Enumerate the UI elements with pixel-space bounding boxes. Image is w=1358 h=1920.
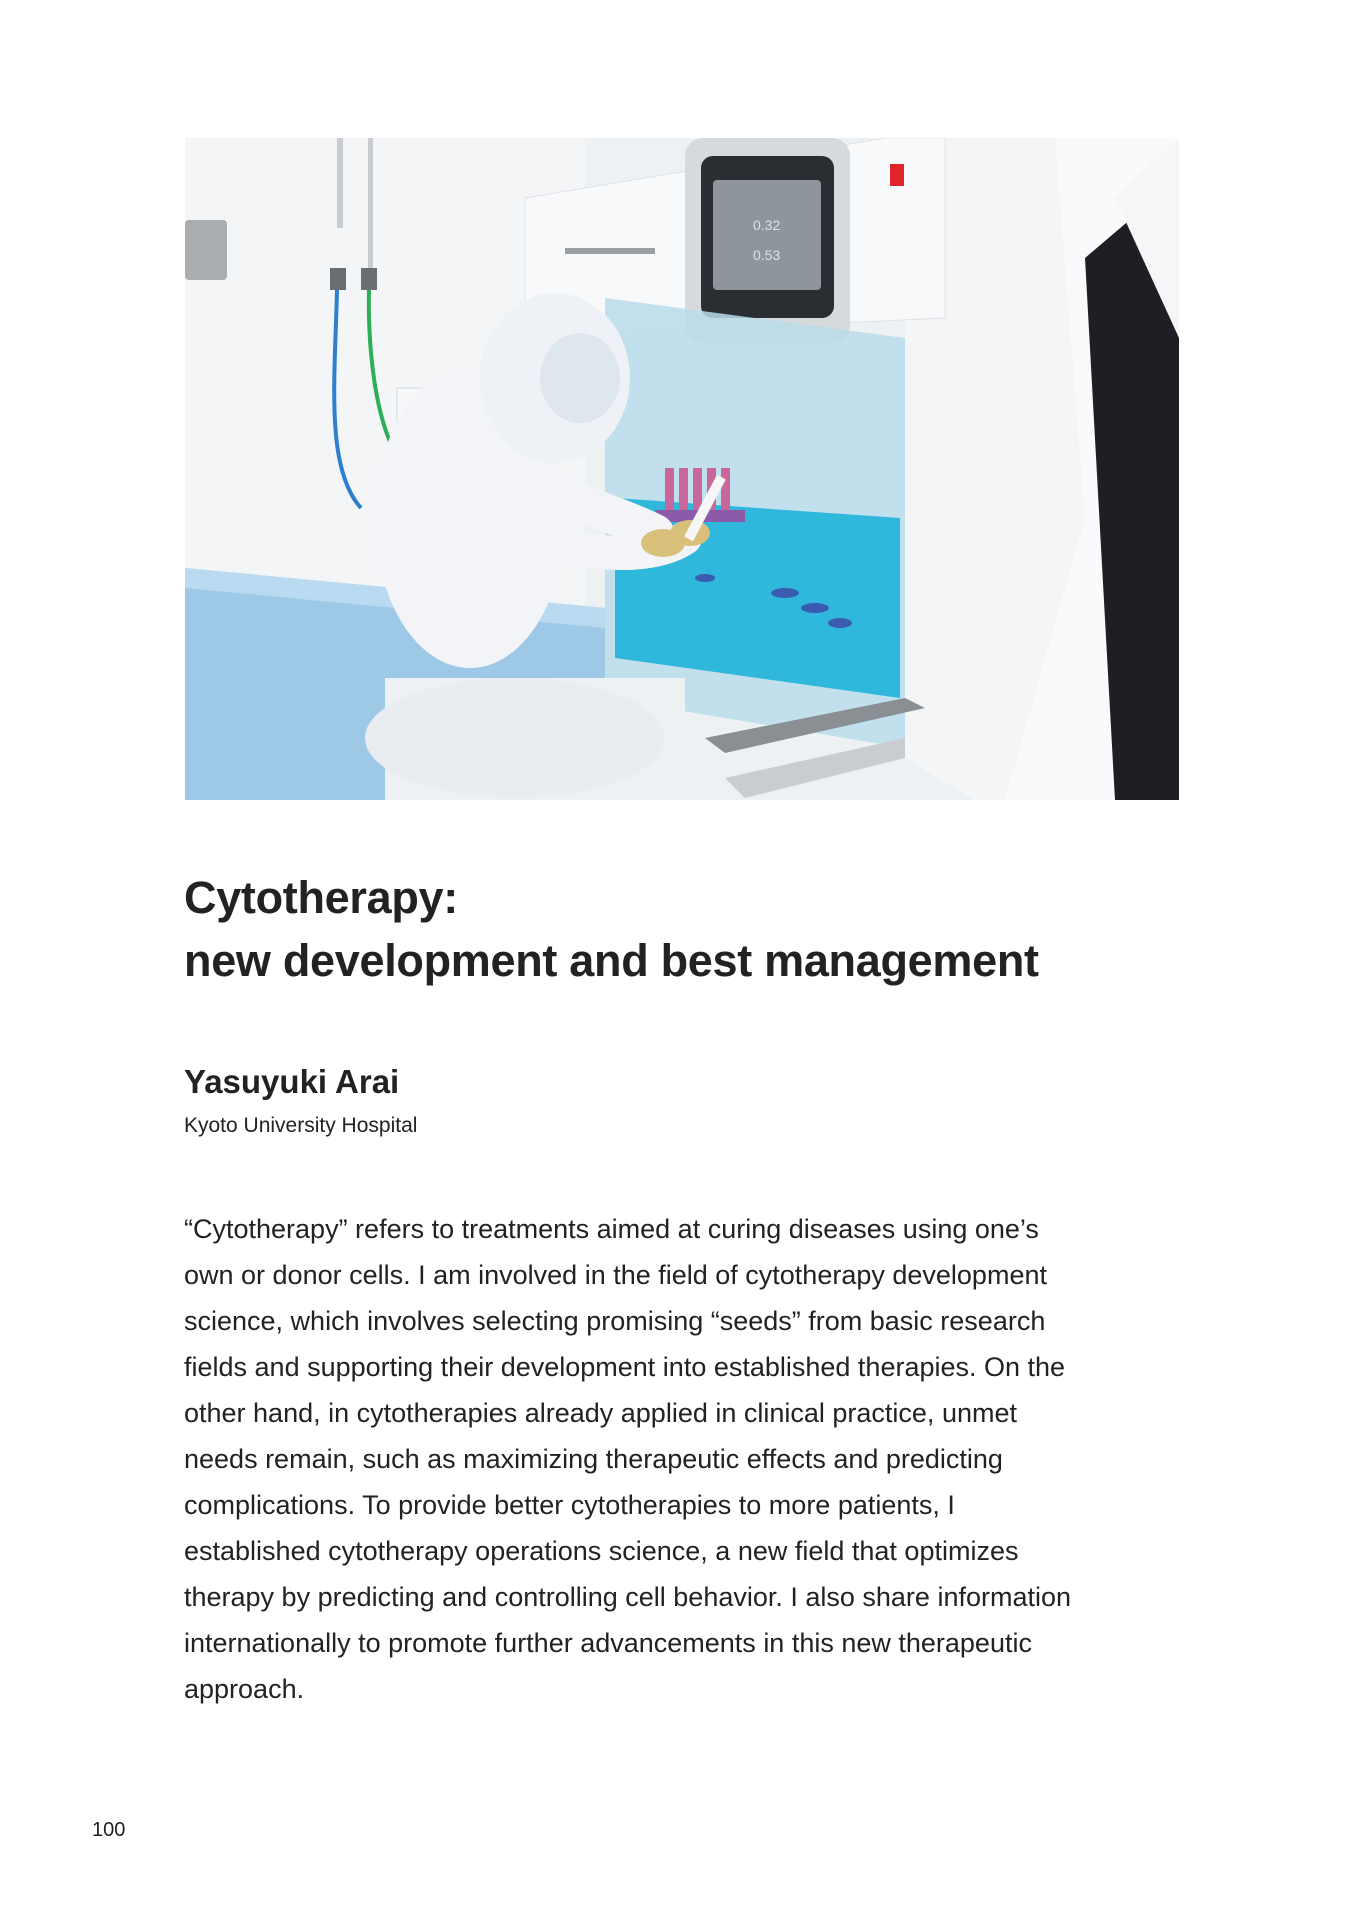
body-line: own or donor cells. I am involved in the field of cytotherapy development <box>184 1260 1047 1290</box>
body-line: internationally to promote further advancements in this new therapeutic <box>184 1628 1032 1658</box>
body-line: other hand, in cytotherapies already applied in clinical practice, unmet <box>184 1398 1017 1428</box>
body-line: approach. <box>184 1674 305 1704</box>
clean-room-illustration <box>185 138 1179 800</box>
body-line: needs remain, such as maximizing therapeutic effects and predicting <box>184 1444 1003 1474</box>
body-line: established cytotherapy operations science, a new field that optimizes <box>184 1536 1019 1566</box>
title-line: Cytotherapy: <box>184 872 458 923</box>
author-affiliation: Kyoto University Hospital <box>184 1114 418 1137</box>
power-indicator <box>890 164 904 186</box>
title-line: new development and best management <box>184 935 1039 986</box>
page-number: 100 <box>92 1819 126 1841</box>
monitor-reading-1: 0.32 <box>753 217 781 233</box>
author-name: Yasuyuki Arai <box>184 1063 400 1100</box>
body-line: therapy by predicting and controlling cell behavior. I also share information <box>184 1582 1072 1612</box>
article-body <box>184 1206 1184 1712</box>
lab-photo <box>185 138 1179 800</box>
monitor-reading-2: 0.53 <box>753 247 781 263</box>
article-title <box>184 866 1184 992</box>
body-line: complications. To provide better cytotherapies to more patients, I <box>184 1490 955 1520</box>
body-line: fields and supporting their development into established therapies. On the <box>184 1352 1066 1382</box>
body-line: “Cytotherapy” refers to treatments aimed at curing diseases using one’s <box>184 1214 1039 1244</box>
body-line: science, which involves selecting promising “seeds” from basic research <box>184 1306 1046 1336</box>
